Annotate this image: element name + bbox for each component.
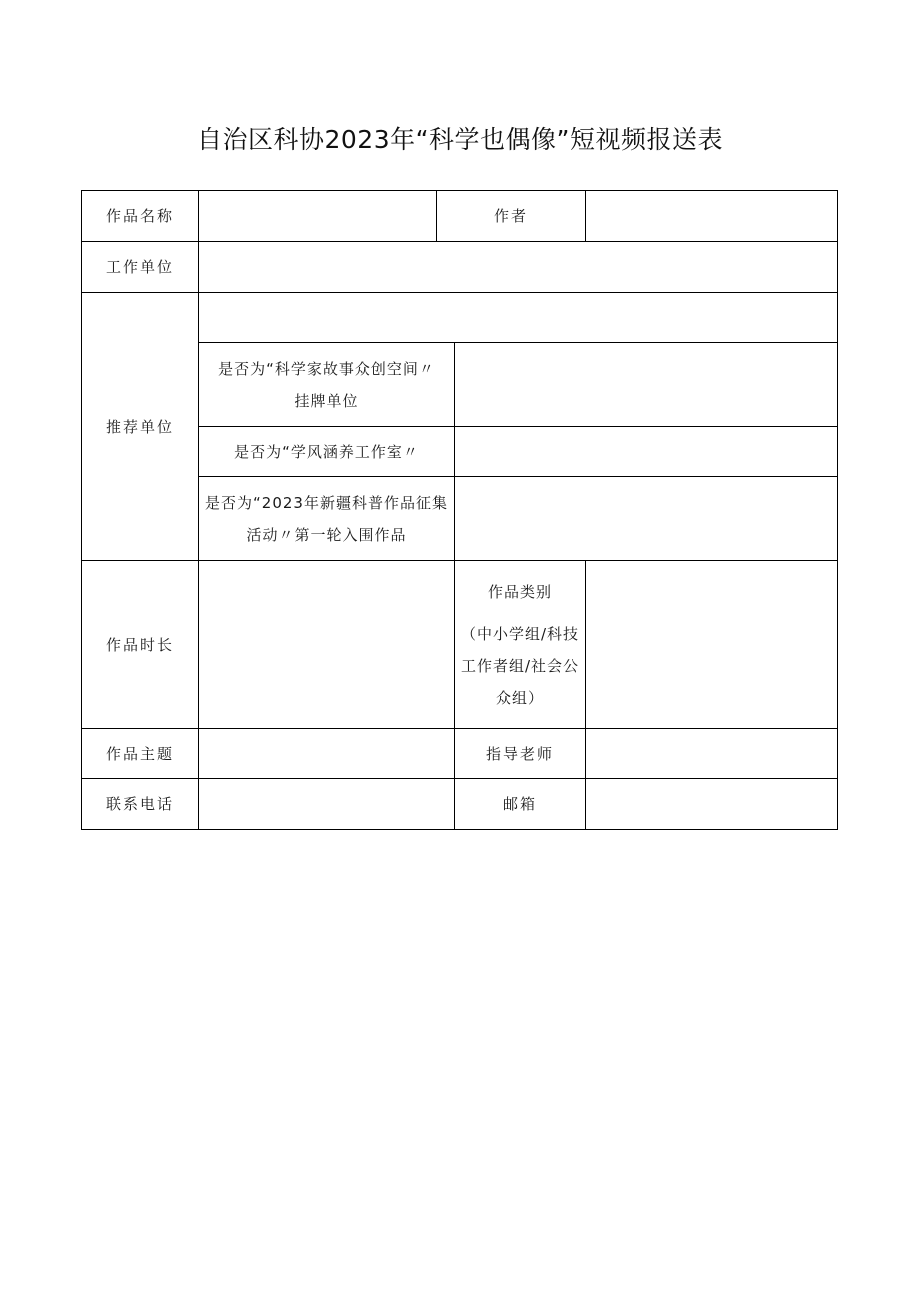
category-options-line3: 众组） bbox=[495, 688, 544, 707]
phone-label: 联系电话 bbox=[82, 779, 199, 829]
author-label: 作者 bbox=[437, 191, 586, 242]
xinjiang-entry-label-line1: 是否为“2023年新疆科普作品征集 bbox=[205, 493, 448, 512]
work-name-field[interactable] bbox=[199, 191, 437, 242]
category-field[interactable] bbox=[586, 561, 837, 729]
duration-field[interactable] bbox=[199, 561, 455, 729]
work-unit-field[interactable] bbox=[199, 242, 837, 293]
studio-field[interactable] bbox=[455, 427, 837, 477]
category-label bbox=[455, 561, 586, 729]
category-options-line2: 工作者组/社会公 bbox=[460, 656, 580, 675]
recommend-unit-label: 推荐单位 bbox=[82, 293, 199, 561]
theme-label: 作品主题 bbox=[82, 729, 199, 779]
science-space-field[interactable] bbox=[455, 343, 837, 427]
science-space-label bbox=[199, 343, 455, 427]
work-name-label: 作品名称 bbox=[82, 191, 199, 242]
studio-label: 是否为“学风涵养工作室〃 bbox=[199, 427, 455, 477]
email-field[interactable] bbox=[586, 779, 837, 829]
submission-form-table bbox=[81, 190, 838, 830]
advisor-field[interactable] bbox=[586, 729, 837, 779]
recommend-unit-field[interactable] bbox=[199, 293, 837, 343]
phone-field[interactable] bbox=[199, 779, 455, 829]
xinjiang-entry-label bbox=[199, 477, 455, 561]
work-unit-label: 工作单位 bbox=[82, 242, 199, 293]
advisor-label: 指导老师 bbox=[455, 729, 586, 779]
page-title: 自治区科协2023年“科学也偶像”短视频报送表 bbox=[196, 125, 724, 154]
theme-field[interactable] bbox=[199, 729, 455, 779]
email-label: 邮箱 bbox=[455, 779, 586, 829]
science-space-label-line1: 是否为“科学家故事众创空间〃 bbox=[218, 359, 435, 378]
category-label-title: 作品类别 bbox=[487, 582, 552, 601]
category-options-line1: （中小学组/科技 bbox=[460, 624, 580, 643]
xinjiang-entry-field[interactable] bbox=[455, 477, 837, 561]
author-field[interactable] bbox=[586, 191, 837, 242]
duration-label: 作品时长 bbox=[82, 561, 199, 729]
xinjiang-entry-label-line2: 活动〃第一轮入围作品 bbox=[246, 525, 407, 544]
science-space-label-line2: 挂牌单位 bbox=[294, 391, 359, 410]
